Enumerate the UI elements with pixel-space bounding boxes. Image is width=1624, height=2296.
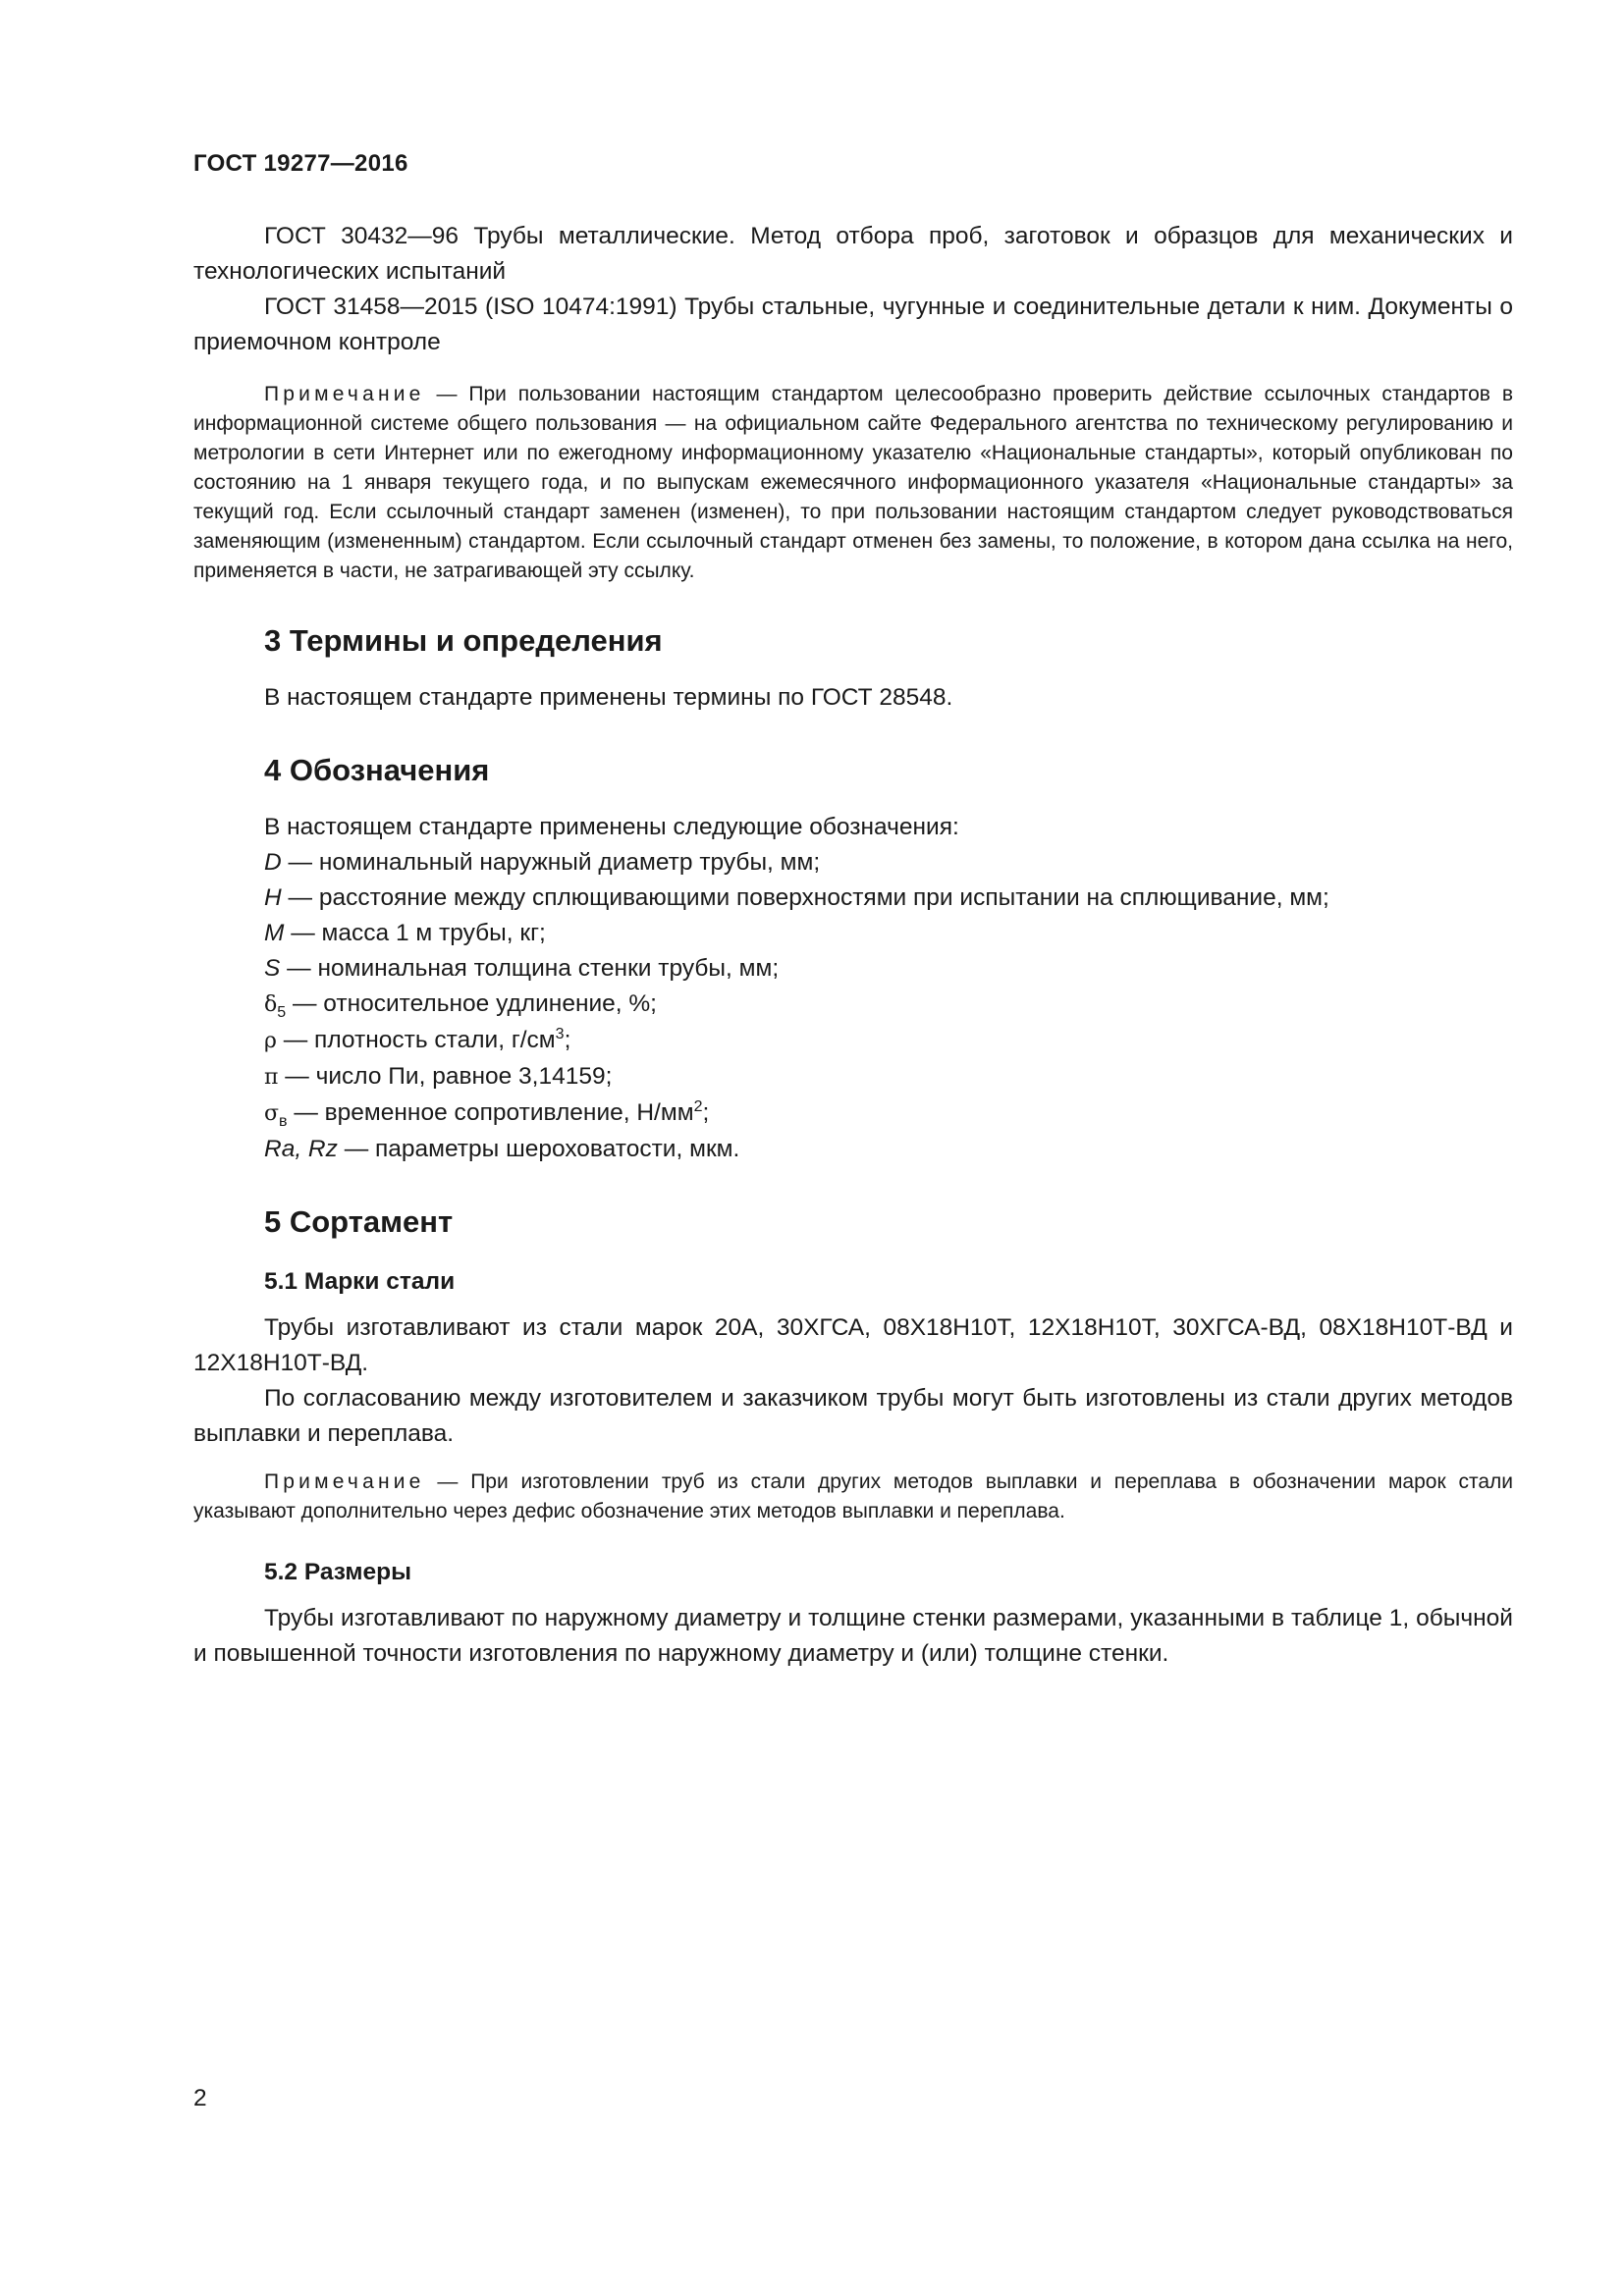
section-4-intro: В настоящем стандарте применены следующие обозначения: [264, 814, 959, 840]
reference-gost-31458: ГОСТ 31458—2015 (ISO 10474:1991) Трубы стальные, чугунные и соединительные детали к ним. Документы о приемочном контроле [193, 294, 1513, 355]
section-5-1-heading: 5.1 Марки стали [264, 1268, 456, 1295]
symbol-item-d: D — номинальный наружный диаметр трубы, мм; [264, 849, 821, 876]
reference-gost-30432: ГОСТ 30432—96 Трубы металлические. Метод отбора проб, заготовок и образцов для механических и технологических испытаний [193, 223, 1513, 285]
section-5-heading: 5 Сортамент [264, 1204, 454, 1239]
symbol-item-ra-rz: Ra, Rz — параметры шероховатости, мкм. [264, 1136, 740, 1162]
page-number: 2 [193, 2085, 207, 2111]
note-text: — При изготовлении труб из стали других методов выплавки и переплава в обозначении марок стали указывают дополнительно через дефис обозначение этих методов выплавки и переплава. [193, 1470, 1513, 1522]
note-text: — При пользовании настоящим стандартом целесообразно проверить действие ссылочных стандартов в информационной системе общего пользования — на официальном сайте Федерального агентства по техническому регулированию и метрологии в сети Интернет или по ежегодному информационному указателю «Национальные стандарты», который опубликован по состоянию на 1 января текущего года, и по выпускам ежемесячного информационного указателя «Национальные стандарты» за текущий год. Если ссылочный стандарт заменен (изменен), то при пользовании настоящим стандартом следует руководствоваться заменяющим (измененным) стандартом. Если ссылочный стандарт отменен без замены, то положение, в котором дана ссылка на него, применяется в части, не затрагивающей эту ссылку. [193, 383, 1513, 582]
section-5-1-paragraph-2: По согласованию между изготовителем и заказчиком трубы могут быть изготовлены из стали других методов выплавки и переплава. [193, 1385, 1513, 1447]
section-3-heading: 3 Термины и определения [264, 623, 663, 658]
symbols-list [193, 845, 1513, 1167]
running-header: ГОСТ 19277—2016 [193, 150, 408, 177]
section-5-1-note [193, 1468, 1513, 1526]
symbol-item-s: S — номинальная толщина стенки трубы, мм; [264, 955, 780, 982]
symbol-item-rho: ρ — плотность стали, $г/см^3$; [264, 1025, 571, 1053]
note-label: Примечание [264, 383, 425, 405]
page-content [193, 219, 1513, 1672]
symbol-item-pi: π — число Пи, равное 3,14159; [264, 1063, 613, 1090]
section-4-heading: 4 Обозначения [264, 753, 490, 787]
symbol-item-h: H — расстояние между сплющивающими поверхностями при испытании на сплющивание, мм; [264, 884, 1329, 911]
section-3-text: В настоящем стандарте применены термины по ГОСТ 28548. [264, 684, 953, 711]
section-5-1-paragraph-1: Трубы изготавливают из стали марок 20А, 30ХГСА, 08Х18Н10Т, 12Х18Н10Т, 30ХГСА-ВД, 08Х18Н10Т-ВД и 12Х18Н10Т-ВД. [193, 1314, 1513, 1376]
section-5-2-paragraph: Трубы изготавливают по наружному диаметру и толщине стенки размерами, указанными в таблице 1, обычной и повышенной точности изготовления по наружному диаметру и (или) толщине стенки. [193, 1605, 1513, 1667]
symbol-item-m: M — масса 1 м трубы, кг; [264, 920, 546, 946]
symbol-item-delta: $\delta_5$ — относительное удлинение, %; [264, 990, 657, 1021]
references-note [193, 380, 1513, 586]
section-5-2-heading: 5.2 Размеры [264, 1559, 412, 1585]
note-label: Примечание [264, 1470, 425, 1493]
symbol-item-sigma: $\sigma_в$ — временное сопротивление, $Н/мм^2$; [264, 1097, 710, 1130]
